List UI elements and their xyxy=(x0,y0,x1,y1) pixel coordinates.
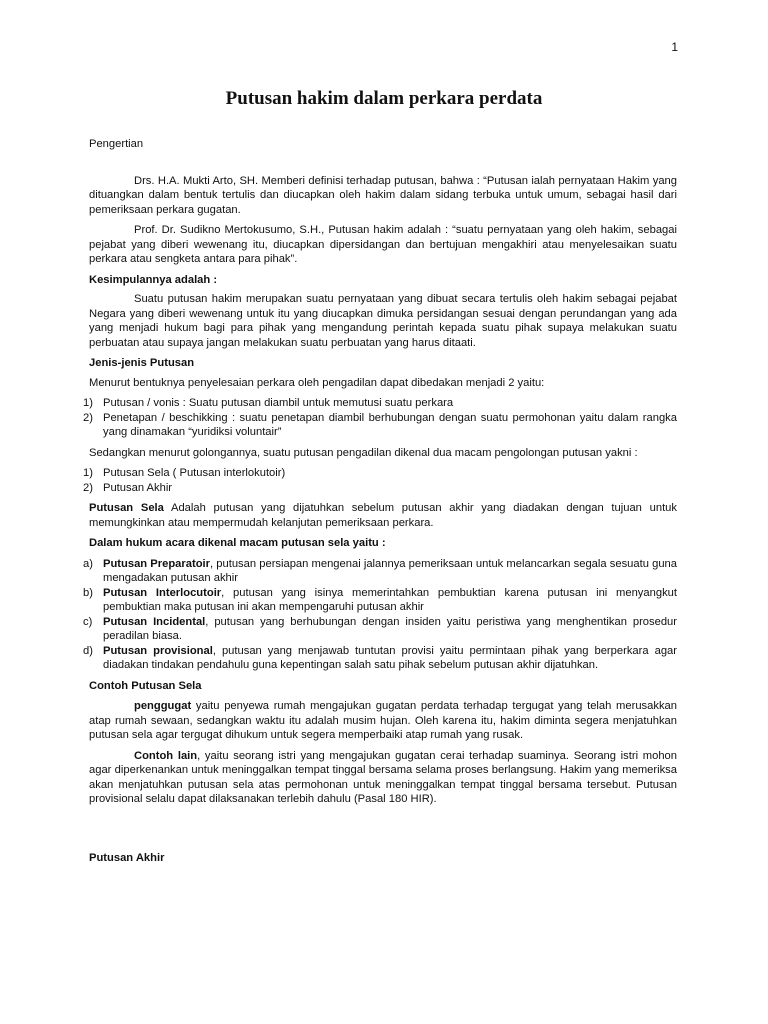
list-item-text xyxy=(103,615,677,644)
term-putusan-sela: Putusan Sela xyxy=(89,502,164,514)
list-item xyxy=(83,586,677,615)
list-marker: c) xyxy=(83,615,93,628)
paragraph-jenis-intro: Menurut bentuknya penyelesaian perkara oleh pengadilan dapat dibedakan menjadi 2 yaitu: xyxy=(89,376,545,389)
paragraph-contoh-lain xyxy=(89,749,677,807)
list-item-text xyxy=(103,644,677,673)
document-body xyxy=(83,137,677,865)
description: , putusan persiapan mengenai jalannya pemeriksaan untuk melancarkan segala sesuatu guna mengadakan putusan akhir xyxy=(103,557,677,584)
description: , putusan yang isinya memerintahkan pembuktian karena putusan ini menyangkut pembuktian maka putusan ini akan mempengaruhi putusan akhir xyxy=(103,586,677,613)
list-marker: d) xyxy=(83,644,93,657)
list-marker: 2) xyxy=(83,411,93,424)
list-macam-putusan-sela xyxy=(83,557,677,673)
description: , putusan yang berhubungan dengan insiden yaitu peristiwa yang menghentikan prosedur peradilan biasa. xyxy=(103,615,677,642)
paragraph-definisi-sudikno: Prof. Dr. Sudikno Mertokusumo, S.H., Putusan hakim adalah : “suatu pernyataan yang oleh hakim, sebagai pejabat yang diberi wewenang itu, diucapkan dipersidangan dan bertujuan mengakhiri atau menyelesaikan suatu perkara atau sengketa antara para pihak”. xyxy=(89,224,677,265)
list-marker: b) xyxy=(83,586,93,599)
list-item-text: Penetapan / beschikking : suatu penetapan diambil berhubungan dengan suatu permohonan yaitu dalam rangka yang dinamakan “yuridiksi voluntair” xyxy=(103,411,677,438)
heading-kesimpulan: Kesimpulannya adalah : xyxy=(89,273,218,286)
list-item xyxy=(83,481,677,496)
paragraph-golongan-intro: Sedangkan menurut golongannya, suatu putusan pengadilan dikenal dua macam pengolongan putusan yakni : xyxy=(89,446,638,459)
heading-pengertian: Pengertian xyxy=(89,138,144,150)
term-contoh-lain: Contoh lain xyxy=(134,749,198,762)
heading-contoh-putusan-sela: Contoh Putusan Sela xyxy=(89,679,202,692)
term-penggugat: penggugat xyxy=(134,700,192,712)
definition-putusan-sela: Adalah putusan yang dijatuhkan sebelum putusan akhir yang diadakan dengan tujuan untuk memungkinkan atau mempermudah kelanjutan pemeriksaan perkara. xyxy=(89,502,677,529)
text-contoh-lain: , yaitu seorang istri yang mengajukan gugatan cerai terhadap suaminya. Seorang istri mohon agar diperkenankan untuk meninggalkan tempat tinggal bersama selama proses berlangsung. Hakim yang memeriksa akan menjatuhkan putusan sela atas permohonan untuk meninggalkan tempat tinggal bersama tersebut. Putusan provisional selalu dapat dilaksanakan terlebih dahulu (Pasal 180 HIR). xyxy=(89,749,677,805)
heading-jenis-putusan: Jenis-jenis Putusan xyxy=(89,357,195,369)
text-penggugat: yaitu penyewa rumah mengajukan gugatan perdata terhadap tergugat yang telah merusakkan atap rumah sewaan, sedangkan waktu itu adalah musim hujan. Oleh karena itu, hakim diminta segera menjatuhkan putusan sela agar tergugat dihukum untuk segera memperbaiki atap rumah yang rusak. xyxy=(89,700,677,741)
list-item-text: Putusan Akhir xyxy=(103,481,173,494)
document-title: Putusan hakim dalam perkara perdata xyxy=(225,88,543,109)
paragraph-kesimpulan: Suatu putusan hakim merupakan suatu pernyataan yang dibuat secara tertulis oleh hakim sebagai pejabat Negara yang diberi wewenang untuk itu yang diucapkan dimuka persidangan sesuai dengan perundangan yang ada yang menjadi hukum bagi para pihak yang mengandung perintah kepada suatu pihak supaya melakukan suatu perbuatan atau supaya jangan melakukan suatu perbuatan yang harus ditaati. xyxy=(89,293,677,349)
list-marker: 1) xyxy=(83,397,93,409)
heading-putusan-akhir: Putusan Akhir xyxy=(89,851,165,864)
paragraph-putusan-sela xyxy=(89,501,677,530)
list-item-text xyxy=(103,586,677,615)
list-item xyxy=(83,411,677,440)
paragraph-contoh-penggugat xyxy=(89,699,677,743)
list-item xyxy=(83,615,677,644)
term: Putusan Preparatoir xyxy=(103,557,210,570)
term: Putusan provisional xyxy=(103,644,213,657)
list-item-text: Putusan Sela ( Putusan interlokutoir) xyxy=(103,467,286,479)
term: Putusan Interlocutoir xyxy=(103,586,222,599)
list-item-text: Putusan / vonis : Suatu putusan diambil untuk memutusi suatu perkara xyxy=(103,397,454,409)
list-marker: a) xyxy=(83,557,93,570)
list-item-text xyxy=(103,557,677,586)
list-item xyxy=(83,466,677,481)
paragraph-definisi-mukti-arto: Drs. H.A. Mukti Arto, SH. Memberi definisi terhadap putusan, bahwa : “Putusan ialah pernyataan Hakim yang dituangkan dalam bentuk tertulis dan diucapkan oleh hakim dalam sidang terbuka untuk umum, sebagai hasil dari pemeriksaan perkara gugatan. xyxy=(89,174,677,216)
description: , putusan yang menjawab tuntutan provisi yaitu permintaan pihak yang berperkara agar diadakan tindakan pendahulu guna kepentingan salah satu pihak sebelum putusan akhir dijatuhkan. xyxy=(103,644,677,671)
list-item xyxy=(83,644,677,673)
heading-macam-putusan-sela: Dalam hukum acara dikenal macam putusan sela yaitu : xyxy=(89,537,386,549)
list-golongan-putusan xyxy=(83,466,677,495)
list-marker: 1) xyxy=(83,467,93,479)
list-item xyxy=(83,396,677,411)
term: Putusan Incidental xyxy=(103,615,206,628)
list-bentuk-putusan xyxy=(83,396,677,440)
page-number: 1 xyxy=(671,40,678,54)
list-marker: 2) xyxy=(83,481,93,494)
list-item xyxy=(83,557,677,586)
